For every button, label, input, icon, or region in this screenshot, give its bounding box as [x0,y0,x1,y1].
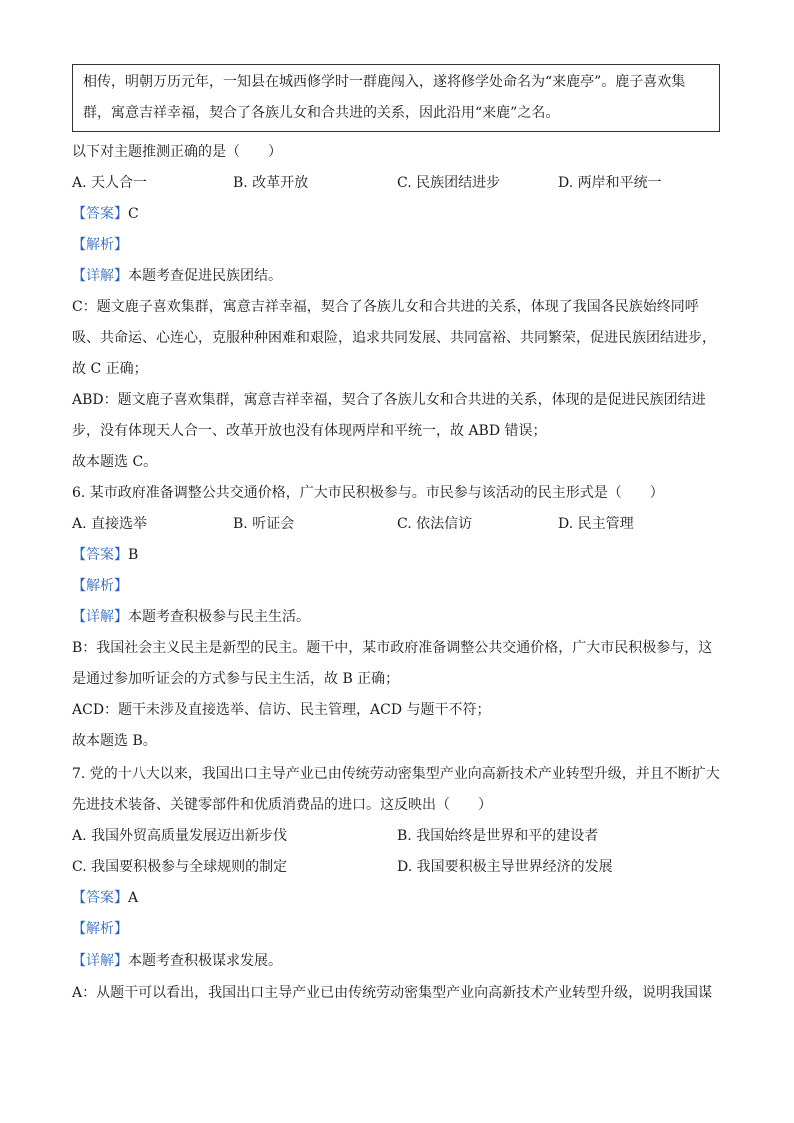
q6-explain-line-2: 是通过参加听证会的方式参与民主生活，故 B 正确； [72,671,400,687]
q6-stem: 6. 某市政府准备调整公共交通价格，广大市民积极参与。市民参与该活动的民主形式是（ ） [72,485,664,501]
passage-line-1: 相传，明朝万历元年，一知县在城西修学时一群鹿闯入，遂将修学处命名为“来鹿亭”。鹿子喜欢集 [83,74,686,90]
q5-explain-line-2: 吸、共命运、心连心，克服种种困难和艰险，追求共同发展、共同富裕、共同繁荣，促进民族团结进步， [72,330,716,346]
detail-tag: 【详解】 [72,268,128,284]
q7-answer [72,888,138,908]
q5-explain-line-3: 故 C 正确； [72,361,148,377]
q5-explain-line-1: C：题文鹿子喜欢集群，寓意吉祥幸福，契合了各族儿女和合共进的关系，体现了我国各民族始终同呼 [72,299,699,315]
answer-tag: 【答案】 [72,547,128,563]
q6-analysis-tag: 【解析】 [72,578,128,594]
q6-detail [72,607,310,627]
q7-explain-line-1: A：从题干可以看出，我国出口主导产业已由传统劳动密集型产业向高新技术产业转型升级，说明我国谋 [72,985,713,1001]
q6-answer [72,545,138,565]
q7-detail [72,951,282,971]
q6-option-a: A. 直接选举 [72,516,148,532]
answer-tag: 【答案】 [72,206,128,222]
q7-stem-line-2: 先进技术装备、关键零部件和优质消费品的进口。这反映出（ ） [72,797,492,813]
q7-option-a: A. 我国外贸高质量发展迈出新步伐 [72,828,288,844]
q5-explain-line-6: 故本题选 C。 [72,454,158,470]
detail-text: 本题考查积极参与民主生活。 [128,609,310,625]
answer-value: C [128,206,139,222]
answer-tag: 【答案】 [72,890,128,906]
q5-option-b: B. 改革开放 [233,175,309,191]
detail-tag: 【详解】 [72,609,128,625]
q5-explain-line-4: ABD：题文鹿子喜欢集群，寓意吉祥幸福，契合了各族儿女和合共进的关系，体现的是促进民族团结进 [72,392,706,408]
q6-explain-line-4: 故本题选 B。 [72,733,157,749]
q5-explain-line-5: 步，没有体现天人合一、改革开放也没有体现两岸和平统一，故 ABD 错误； [72,423,547,439]
q5-option-d: D. 两岸和平统一 [558,175,662,191]
q5-stem: 以下对主题推测正确的是（ ） [72,144,282,160]
detail-text: 本题考查促进民族团结。 [128,268,282,284]
answer-value: A [128,890,139,906]
q7-option-d: D. 我国要积极主导世界经济的发展 [397,859,613,875]
passage-line-2: 群，寓意吉祥幸福，契合了各族儿女和合共进的关系，因此沿用“来鹿”之名。 [83,105,560,121]
q5-answer [72,204,139,224]
q6-option-c: C. 依法信访 [397,516,473,532]
q7-stem-line-1: 7. 党的十八大以来，我国出口主导产业已由传统劳动密集型产业向高新技术产业转型升级，并且不断扩大 [72,766,720,782]
q7-option-b: B. 我国始终是世界和平的建设者 [397,828,599,844]
q6-explain-line-3: ACD：题干未涉及直接选举、信访、民主管理，ACD 与题干不符； [72,702,491,718]
q5-analysis-tag: 【解析】 [72,237,128,253]
q6-explain-line-1: B：我国社会主义民主是新型的民主。题干中，某市政府准备调整公共交通价格，广大市民积极参与，这 [72,640,713,656]
detail-tag: 【详解】 [72,953,128,969]
answer-value: B [128,547,139,563]
detail-text: 本题考查积极谋求发展。 [128,953,282,969]
q7-analysis-tag: 【解析】 [72,921,128,937]
q7-option-c: C. 我国要积极参与全球规则的制定 [72,859,288,875]
q6-option-d: D. 民主管理 [558,516,634,532]
q5-detail [72,266,282,286]
q5-option-a: A. 天人合一 [72,175,148,191]
q5-option-c: C. 民族团结进步 [397,175,501,191]
passage-box [72,64,720,132]
q6-option-b: B. 听证会 [233,516,295,532]
